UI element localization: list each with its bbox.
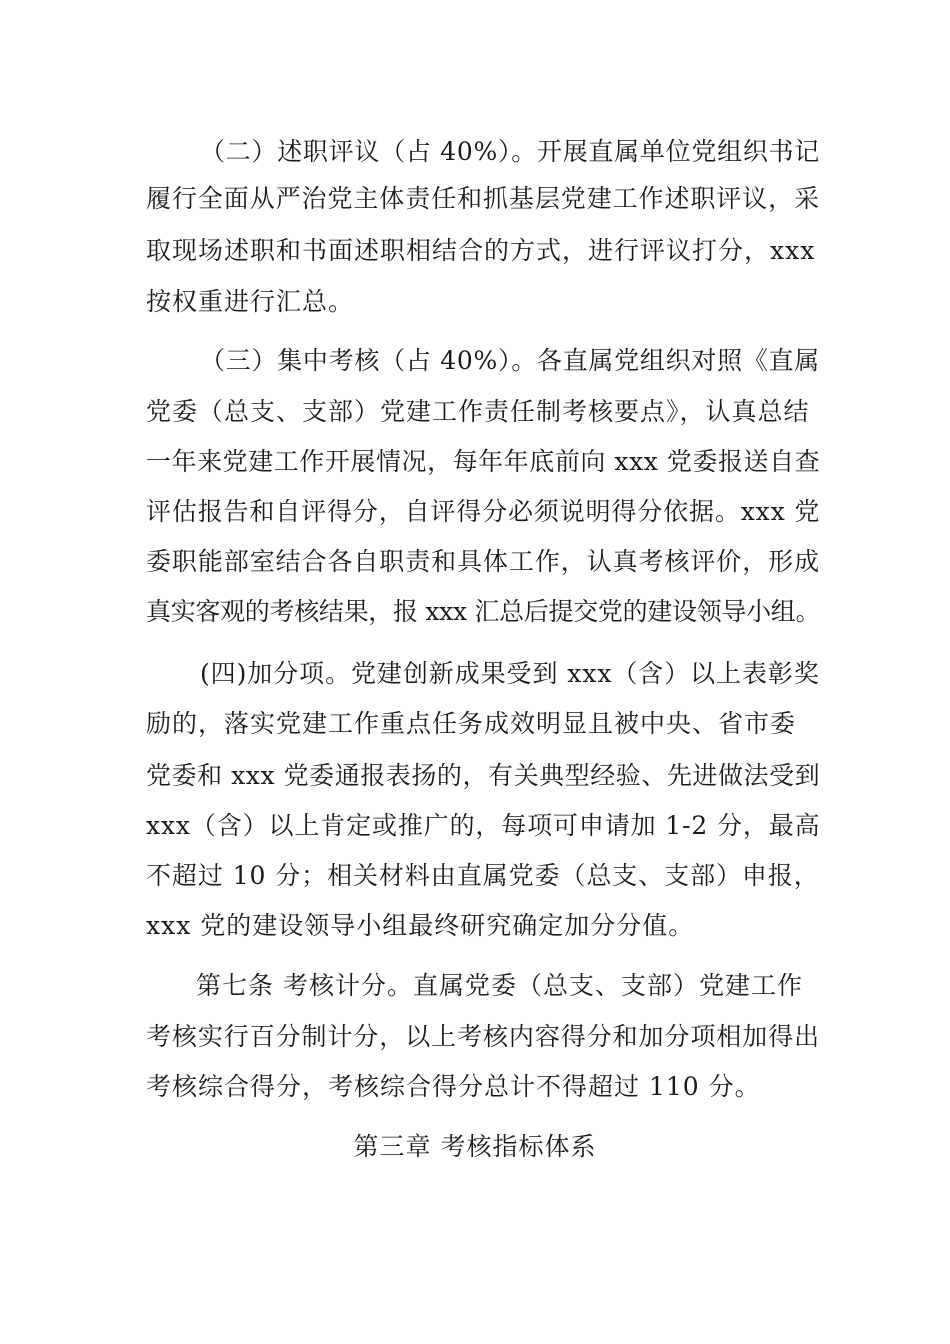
para-4-line-4: xxx（含）以上肯定或推广的，每项可申请加 1-2 分，最高 bbox=[146, 811, 821, 840]
para-4-line-5: 不超过 10 分；相关材料由直属党委（总支、支部）申报， bbox=[146, 861, 820, 890]
para-3-line-2: 党委（总支、支部）党建工作责任制考核要点》，认真总结 bbox=[146, 397, 810, 426]
article-7-line-2: 考核实行百分制计分，以上考核内容得分和加分项相加得出 bbox=[146, 1022, 821, 1051]
para-4-line-6: xxx 党的建设领导小组最终研究确定加分分值。 bbox=[146, 911, 695, 940]
chapter-heading: 第三章 考核指标体系 bbox=[353, 1132, 597, 1161]
para-3-line-6: 真实客观的考核结果，报 xxx 汇总后提交党的建设领导小组。 bbox=[146, 597, 821, 626]
para-2-line-2: 履行全面从严治党主体责任和抓基层党建工作述职评议，采 bbox=[146, 184, 821, 213]
article-7-line-1: 第七条 考核计分。直属党委（总支、支部）党建工作 bbox=[196, 971, 803, 1000]
para-3-line-1: （三）集中考核（占 40%）。各直属党组织对照《直属 bbox=[200, 346, 821, 375]
para-2-line-3: 取现场述职和书面述职相结合的方式，进行评议打分，xxx bbox=[146, 236, 816, 265]
para-4-line-3: 党委和 xxx 党委通报表扬的，有关典型经验、先进做法受到 bbox=[146, 761, 821, 790]
para-2-line-1: （二）述职评议（占 40%）。开展直属单位党组织书记 bbox=[200, 137, 821, 166]
para-3-line-4: 评估报告和自评得分，自评得分必须说明得分依据。xxx 党 bbox=[146, 497, 821, 526]
para-3-line-5: 委职能部室结合各自职责和具体工作，认真考核评价，形成 bbox=[146, 547, 821, 576]
para-2-line-4: 按权重进行汇总。 bbox=[146, 287, 355, 316]
para-4-line-1: (四)加分项。党建创新成果受到 xxx（含）以上表彰奖 bbox=[200, 659, 820, 688]
para-4-line-2: 励的，落实党建工作重点任务成效明显且被中央、省市委 bbox=[146, 709, 797, 738]
article-7-line-3: 考核综合得分，考核综合得分总计不得超过 110 分。 bbox=[146, 1072, 761, 1101]
para-3-line-3: 一年来党建工作开展情况，每年年底前向 xxx 党委报送自查 bbox=[146, 447, 821, 476]
